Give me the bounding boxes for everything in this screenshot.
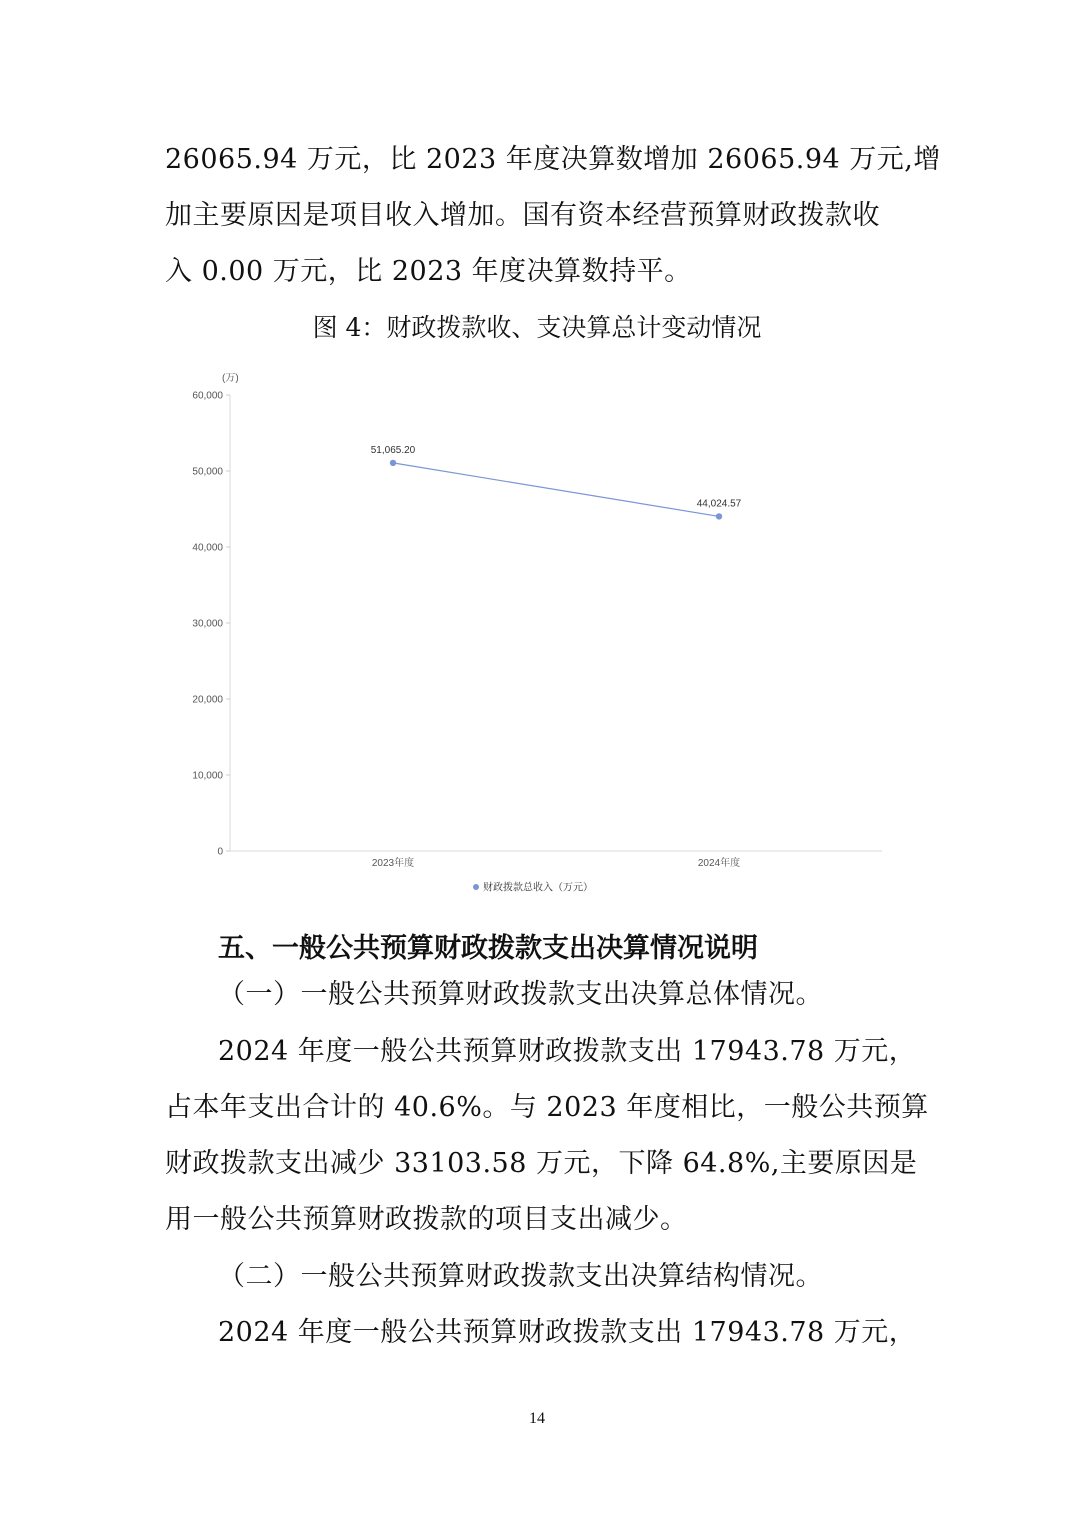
y-tick-label: 10,000 [192, 770, 223, 782]
series-line [393, 463, 719, 517]
y-tick-label: 50,000 [192, 466, 223, 478]
y-tick-label: 60,000 [192, 390, 223, 402]
paragraph-2-line-4: 用一般公共预算财政拨款的项目支出减少。 [165, 1204, 688, 1235]
line-chart [160, 360, 900, 900]
paragraph-1-line-1: 26065.94 万元，比 2023 年度决算数增加 26065.94 万元,增 [165, 144, 941, 175]
figure-caption: 图 4：财政拨款收、支决算总计变动情况 [312, 313, 762, 342]
legend-marker [473, 884, 479, 890]
page-number: 14 [529, 1410, 545, 1427]
y-tick-label: 0 [217, 846, 223, 858]
data-label: 44,024.57 [696, 498, 742, 510]
paragraph-2-line-1: 2024 年度一般公共预算财政拨款支出 17943.78 万元， [218, 1036, 917, 1067]
y-axis-unit-label: (万) [222, 373, 239, 384]
y-tick-label: 20,000 [192, 694, 223, 706]
paragraph-2-line-2: 占本年支出合计的 40.6%。与 2023 年度相比，一般公共预算 [165, 1092, 929, 1123]
paragraph-3-line-1: 2024 年度一般公共预算财政拨款支出 17943.78 万元， [218, 1317, 917, 1348]
paragraph-1-line-3: 入 0.00 万元，比 2023 年度决算数持平。 [165, 256, 692, 287]
paragraph-1-line-2: 加主要原因是项目收入增加。国有资本经营预算财政拨款收 [165, 200, 880, 231]
paragraph-2-line-3: 财政拨款支出减少 33103.58 万元，下降 64.8%,主要原因是 [165, 1148, 918, 1179]
legend-label: 财政拨款总收入（万元） [483, 882, 593, 894]
data-point [390, 460, 396, 466]
data-label: 51,065.20 [370, 444, 416, 456]
y-tick-label: 30,000 [192, 618, 223, 630]
data-point [716, 513, 722, 519]
section-heading: 五、一般公共预算财政拨款支出决算情况说明 [218, 933, 758, 964]
subsection-2-heading: （二）一般公共预算财政拨款支出决算结构情况。 [218, 1261, 823, 1292]
x-tick-label: 2024年度 [697, 858, 741, 869]
subsection-1-heading: （一）一般公共预算财政拨款支出决算总体情况。 [218, 979, 823, 1010]
x-tick-label: 2023年度 [371, 858, 415, 869]
y-tick-label: 40,000 [192, 542, 223, 554]
